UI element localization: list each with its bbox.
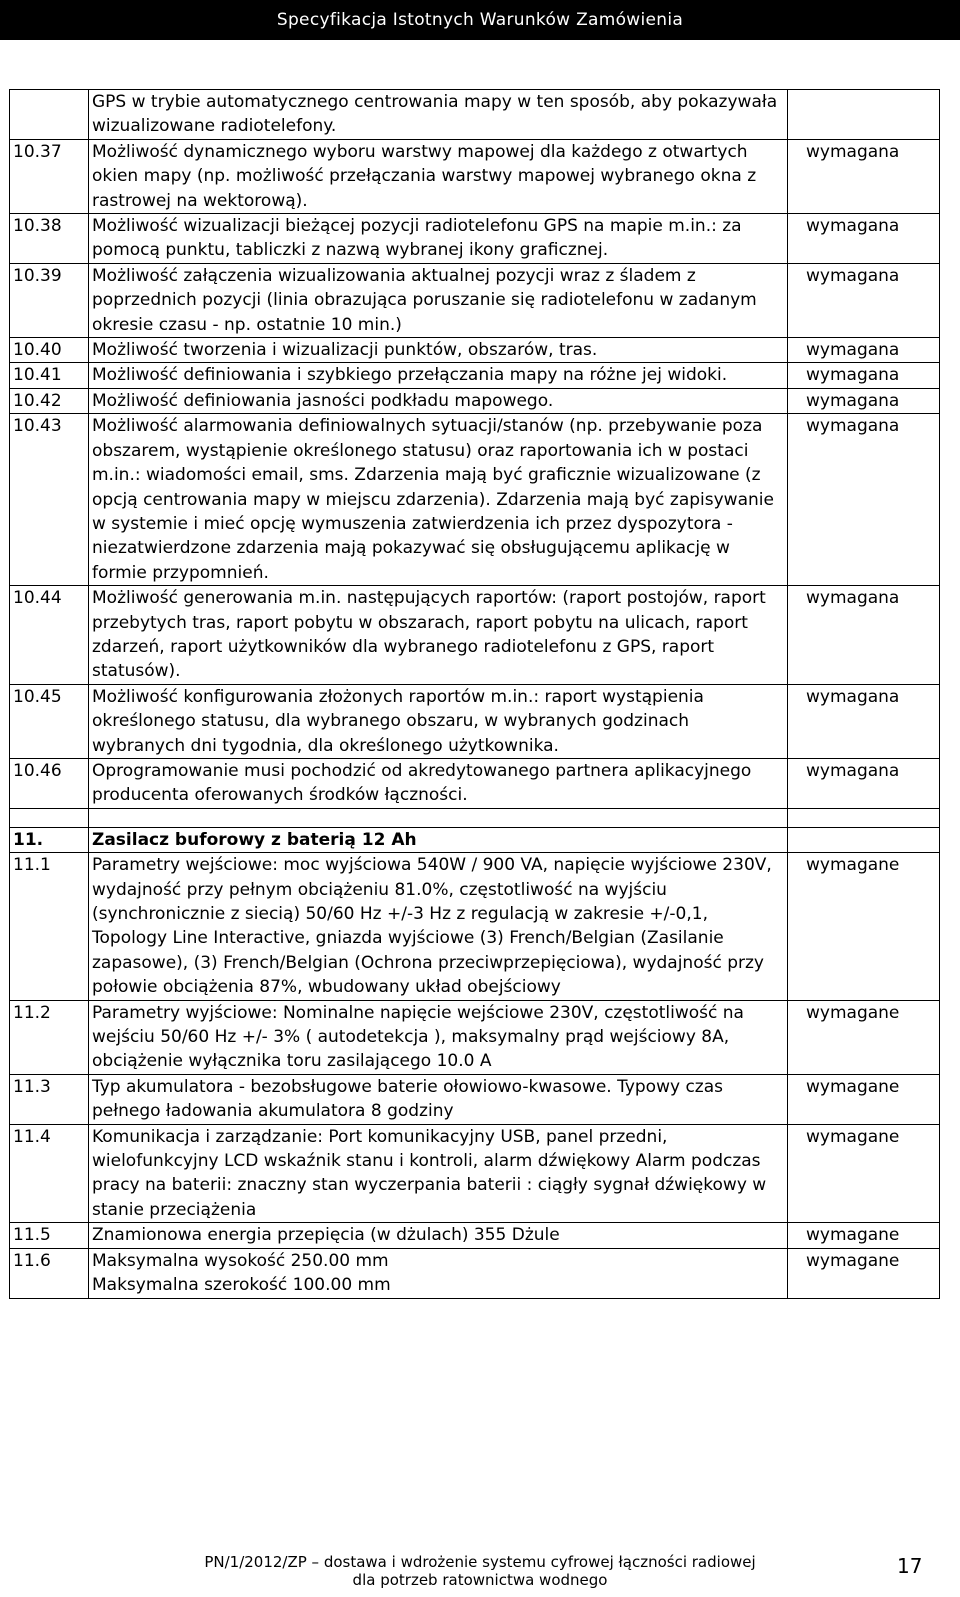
row-requirement: wymagana xyxy=(788,338,940,363)
row-description: Komunikacja i zarządzanie: Port komunikacyjny USB, panel przedni, wielofunkcyjny LCD wskaźnik stanu i kontroli, alarm dźwiękowy Alarm podczas pracy na baterii: znaczny stan wyczerpania baterii : ciągły sygnał dźwiękowy w stanie przeciążenia xyxy=(89,1124,788,1223)
row-requirement: wymagana xyxy=(788,214,940,264)
row-description: Znamionowa energia przepięcia (w dżulach) 355 Dżule xyxy=(89,1223,788,1248)
row-description: Parametry wejściowe: moc wyjściowa 540W / 900 VA, napięcie wyjściowe 230V, wydajność przy pełnym obciążeniu 81.0%, częstotliwość na wyjściu (synchronicznie z siecią) 50/60 Hz +/-3 Hz z regulacją w zakresie +/-0,1, Topology Line Interactive, gniazda wyjściowe (3) French/Belgian (Zasilanie zapasowe), (3) French/Belgian (Ochrona przeciwprzepięciowa), wydajność przy połowie obciążenia 87%, wbudowany układ obejściowy xyxy=(89,853,788,1000)
spacer-cell xyxy=(10,808,89,827)
row-requirement: wymagana xyxy=(788,388,940,413)
table-row xyxy=(10,338,940,363)
row-number: 11.4 xyxy=(10,1124,89,1223)
row-description: Możliwość dynamicznego wyboru warstwy mapowej dla każdego z otwartych okien mapy (np. możliwość przełączania warstwy mapowej wybranego okna z rastrowej na wektorową). xyxy=(89,139,788,213)
row-description: Typ akumulatora - bezobsługowe baterie ołowiowo-kwasowe. Typowy czas pełnego ładowania akumulatora 8 godziny xyxy=(89,1074,788,1124)
row-requirement: wymagana xyxy=(788,684,940,758)
row-number: 10.45 xyxy=(10,684,89,758)
row-requirement: wymagane xyxy=(788,1223,940,1248)
table-row xyxy=(10,90,940,140)
row-description: Możliwość alarmowania definiowalnych sytuacji/stanów (np. przebywanie poza obszarem, wystąpienie określonego statusu) oraz raportowania ich w postaci m.in.: wiadomości email, sms. Zdarzenia mają być graficznie wizualizowane (z opcją centrowania mapy w miejscu zdarzenia). Zdarzenia mają być zapisywanie w systemie i mieć opcję wymuszenia zatwierdzenia ich przez dyspozytora - niezatwierdzone zdarzenia mają pokazywać się obsługującemu aplikację w formie przypomnień. xyxy=(89,414,788,586)
row-requirement: wymagana xyxy=(788,139,940,213)
section-heading-row xyxy=(10,827,940,852)
footer-line-1: PN/1/2012/ZP – dostawa i wdrożenie systemu cyfrowej łączności radiowej xyxy=(204,1553,756,1571)
row-description: Oprogramowanie musi pochodzić od akredytowanego partnera aplikacyjnego producenta oferowanych środków łączności. xyxy=(89,758,788,808)
row-description: Parametry wyjściowe: Nominalne napięcie wejściowe 230V, częstotliwość na wejściu 50/60 Hz +/- 3% ( autodetekcja ), maksymalny prąd wejściowy 8A, obciążenie wyłącznika toru zasilającego 10.0 A xyxy=(89,1000,788,1074)
section-requirement xyxy=(788,827,940,852)
spacer-row xyxy=(10,808,940,827)
row-description: Możliwość załączenia wizualizowania aktualnej pozycji wraz z śladem z poprzednich pozycji (linia obrazująca poruszanie się radiotelefonu w zadanym okresie czasu - np. ostatnie 10 min.) xyxy=(89,263,788,337)
specification-table xyxy=(9,89,940,1299)
section-number: 11. xyxy=(10,827,89,852)
section-title: Zasilacz buforowy z baterią 12 Ah xyxy=(89,827,788,852)
spacer-cell xyxy=(89,808,788,827)
row-number: 11.2 xyxy=(10,1000,89,1074)
page-footer xyxy=(120,1553,840,1589)
row-number: 10.43 xyxy=(10,414,89,586)
row-number: 10.44 xyxy=(10,586,89,685)
table-row xyxy=(10,263,940,337)
row-number: 11.6 xyxy=(10,1248,89,1298)
row-number: 10.42 xyxy=(10,388,89,413)
table-row xyxy=(10,586,940,685)
table-row xyxy=(10,1248,940,1298)
row-description: Możliwość wizualizacji bieżącej pozycji radiotelefonu GPS na mapie m.in.: za pomocą punktu, tabliczki z nazwą wybranej ikony graficznej. xyxy=(89,214,788,264)
row-description: GPS w trybie automatycznego centrowania mapy w ten sposób, aby pokazywała wizualizowane radiotelefony. xyxy=(89,90,788,140)
row-number: 10.41 xyxy=(10,363,89,388)
page-header-title: Specyfikacja Istotnych Warunków Zamówienia xyxy=(276,10,684,30)
row-number: 11.5 xyxy=(10,1223,89,1248)
row-number xyxy=(10,90,89,140)
table-row xyxy=(10,139,940,213)
row-requirement: wymagana xyxy=(788,263,940,337)
row-requirement: wymagane xyxy=(788,1124,940,1223)
table-row xyxy=(10,1124,940,1223)
row-requirement: wymagane xyxy=(788,1074,940,1124)
row-description: Możliwość definiowania i szybkiego przełączania mapy na różne jej widoki. xyxy=(89,363,788,388)
row-description: Możliwość generowania m.in. następujących raportów: (raport postojów, raport przebytych tras, raport pobytu w obszarach, raport pobytu na ulicach, raport zdarzeń, raport użytkowników dla wybranego radiotelefonu z GPS, raport statusów). xyxy=(89,586,788,685)
footer-line-2: dla potrzeb ratownictwa wodnego xyxy=(352,1571,608,1589)
table-row xyxy=(10,1000,940,1074)
row-requirement: wymagana xyxy=(788,586,940,685)
table-row xyxy=(10,414,940,586)
spacer-cell xyxy=(788,808,940,827)
table-row xyxy=(10,758,940,808)
row-description: Możliwość tworzenia i wizualizacji punktów, obszarów, tras. xyxy=(89,338,788,363)
row-description: Maksymalna wysokość 250.00 mm Maksymalna szerokość 100.00 mm xyxy=(89,1248,788,1298)
row-description: Możliwość konfigurowania złożonych raportów m.in.: raport wystąpienia określonego statusu, dla wybranego obszaru, w wybranych godzinach wybranych dni tygodnia, dla określonego użytkownika. xyxy=(89,684,788,758)
row-requirement: wymagane xyxy=(788,1248,940,1298)
row-number: 10.40 xyxy=(10,338,89,363)
table-row xyxy=(10,1223,940,1248)
row-number: 10.39 xyxy=(10,263,89,337)
row-requirement xyxy=(788,90,940,140)
page-number: 17 xyxy=(897,1554,923,1578)
row-number: 11.1 xyxy=(10,853,89,1000)
row-requirement: wymagane xyxy=(788,1000,940,1074)
table-row xyxy=(10,214,940,264)
table-row xyxy=(10,388,940,413)
table-row xyxy=(10,853,940,1000)
table-row xyxy=(10,363,940,388)
row-requirement: wymagana xyxy=(788,363,940,388)
row-requirement: wymagana xyxy=(788,758,940,808)
row-number: 10.38 xyxy=(10,214,89,264)
table-row xyxy=(10,1074,940,1124)
table-row xyxy=(10,684,940,758)
row-requirement: wymagana xyxy=(788,414,940,586)
row-number: 11.3 xyxy=(10,1074,89,1124)
row-number: 10.46 xyxy=(10,758,89,808)
row-requirement: wymagane xyxy=(788,853,940,1000)
row-description: Możliwość definiowania jasności podkładu mapowego. xyxy=(89,388,788,413)
row-number: 10.37 xyxy=(10,139,89,213)
